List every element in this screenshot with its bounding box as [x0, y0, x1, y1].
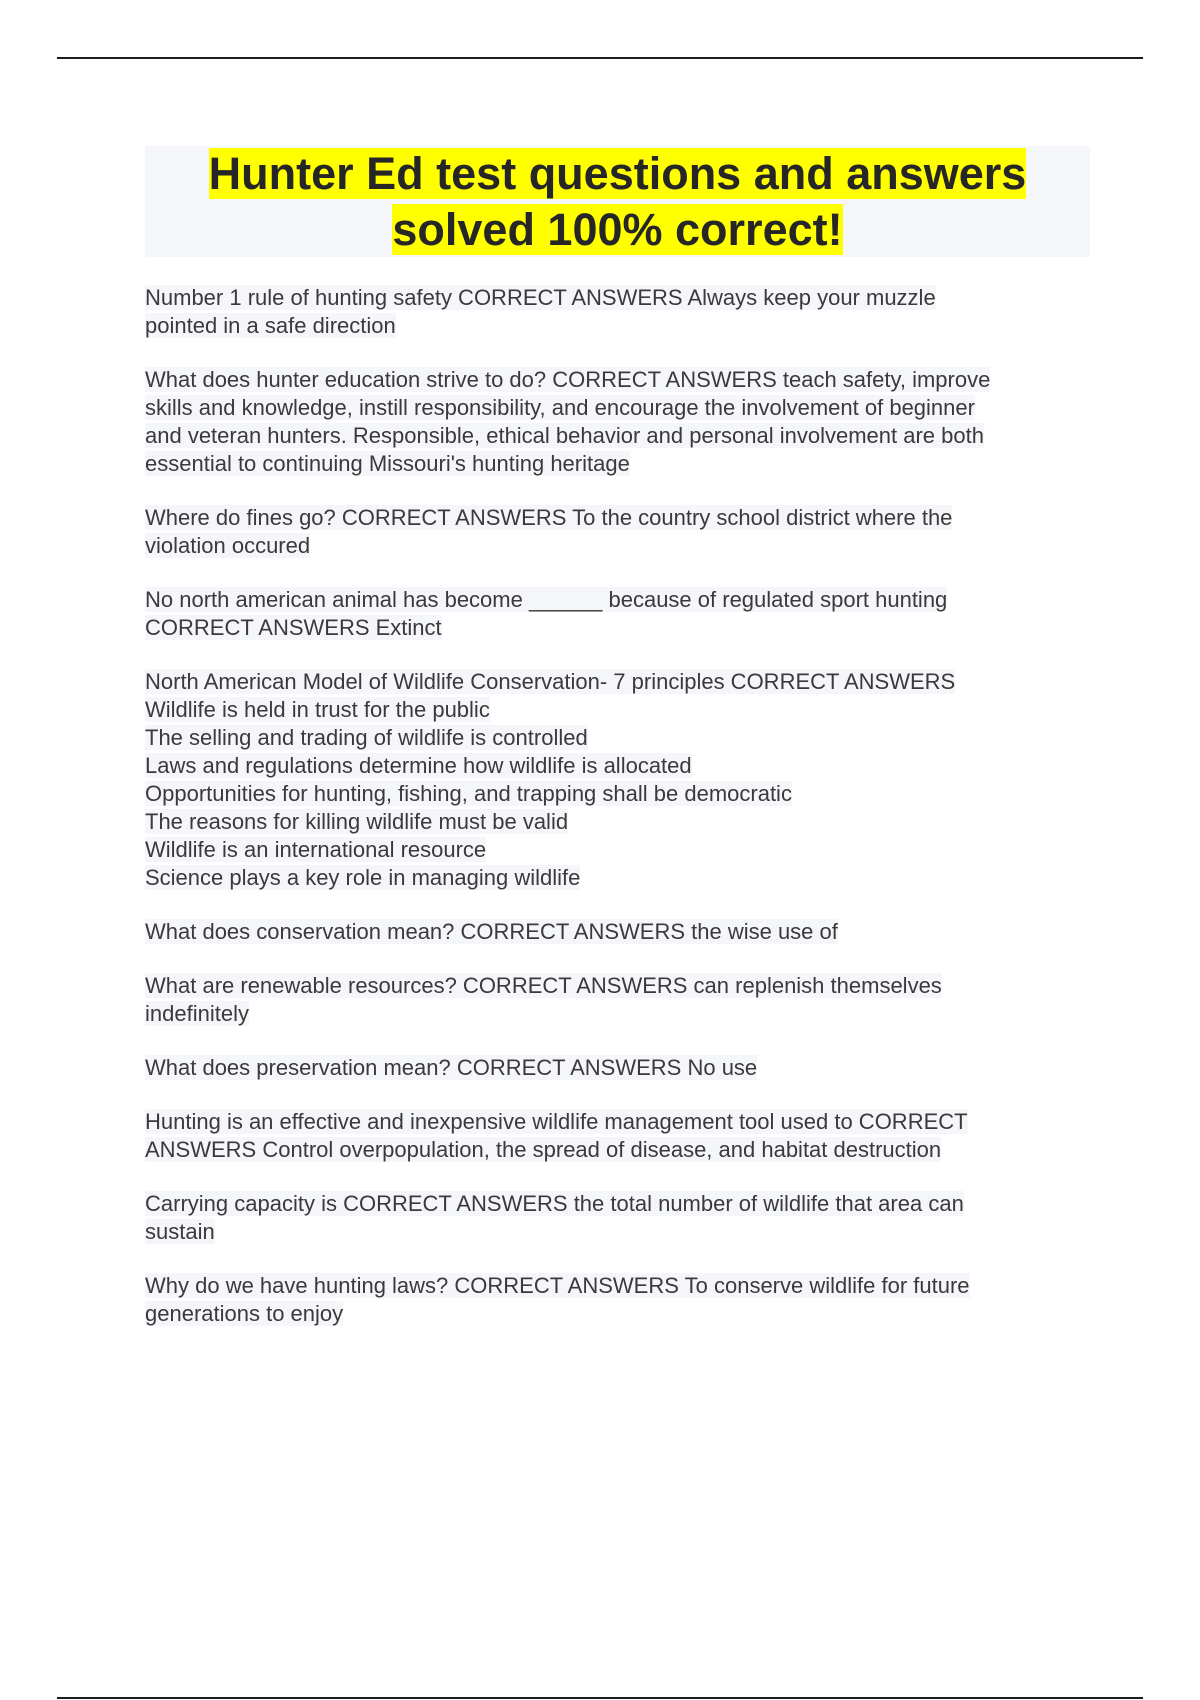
qa-line: generations to enjoy: [145, 1301, 344, 1326]
qa-line: No north american animal has become ______ because of regulated sport hunting: [145, 587, 948, 612]
qa-entry: [145, 1108, 1090, 1164]
principle-line: Science plays a key role in managing wildlife: [145, 865, 581, 890]
qa-line: Where do fines go? CORRECT ANSWERS To the country school district where the: [145, 505, 953, 530]
qa-line: CORRECT ANSWERS Extinct: [145, 615, 442, 640]
qa-line: Carrying capacity is CORRECT ANSWERS the total number of wildlife that area can: [145, 1191, 964, 1216]
page-top-rule: [57, 57, 1143, 59]
principle-line: The selling and trading of wildlife is controlled: [145, 725, 588, 750]
qa-list: [145, 284, 1090, 1354]
qa-line: What does hunter education strive to do? CORRECT ANSWERS teach safety, improve: [145, 367, 991, 392]
qa-entry: [145, 1054, 1090, 1082]
qa-entry: [145, 366, 1090, 478]
qa-line: and veteran hunters. Responsible, ethical behavior and personal involvement are both: [145, 423, 984, 448]
principle-line: Opportunities for hunting, fishing, and trapping shall be democratic: [145, 781, 792, 806]
qa-line: Hunting is an effective and inexpensive wildlife management tool used to CORRECT: [145, 1109, 968, 1134]
qa-line: pointed in a safe direction: [145, 313, 396, 338]
qa-entry: [145, 972, 1090, 1028]
qa-entry: [145, 918, 1090, 946]
qa-entry: [145, 504, 1090, 560]
qa-line: North American Model of Wildlife Conservation- 7 principles CORRECT ANSWERS: [145, 669, 956, 694]
page-bottom-rule: [57, 1697, 1143, 1699]
qa-entry: [145, 1272, 1090, 1328]
title-line-2: solved 100% correct!: [392, 204, 843, 255]
qa-line: essential to continuing Missouri's hunting heritage: [145, 451, 630, 476]
qa-entry: [145, 284, 1090, 340]
document-title: [145, 146, 1090, 257]
qa-entry: [145, 668, 1090, 892]
qa-entry: [145, 1190, 1090, 1246]
qa-line: Why do we have hunting laws? CORRECT ANSWERS To conserve wildlife for future: [145, 1273, 970, 1298]
principle-line: Laws and regulations determine how wildlife is allocated: [145, 753, 692, 778]
qa-line: What does conservation mean? CORRECT ANSWERS the wise use of: [145, 919, 838, 944]
principle-line: Wildlife is held in trust for the public: [145, 697, 490, 722]
qa-line: sustain: [145, 1219, 215, 1244]
principle-line: The reasons for killing wildlife must be valid: [145, 809, 569, 834]
qa-entry: [145, 586, 1090, 642]
qa-line: What are renewable resources? CORRECT ANSWERS can replenish themselves: [145, 973, 942, 998]
qa-line: violation occured: [145, 533, 311, 558]
qa-line: skills and knowledge, instill responsibility, and encourage the involvement of beginner: [145, 395, 975, 420]
title-line-1: Hunter Ed test questions and answers: [208, 148, 1027, 199]
qa-line: indefinitely: [145, 1001, 249, 1026]
qa-line: ANSWERS Control overpopulation, the spread of disease, and habitat destruction: [145, 1137, 942, 1162]
qa-line: Number 1 rule of hunting safety CORRECT ANSWERS Always keep your muzzle: [145, 285, 936, 310]
principle-line: Wildlife is an international resource: [145, 837, 487, 862]
qa-line: What does preservation mean? CORRECT ANSWERS No use: [145, 1055, 758, 1080]
